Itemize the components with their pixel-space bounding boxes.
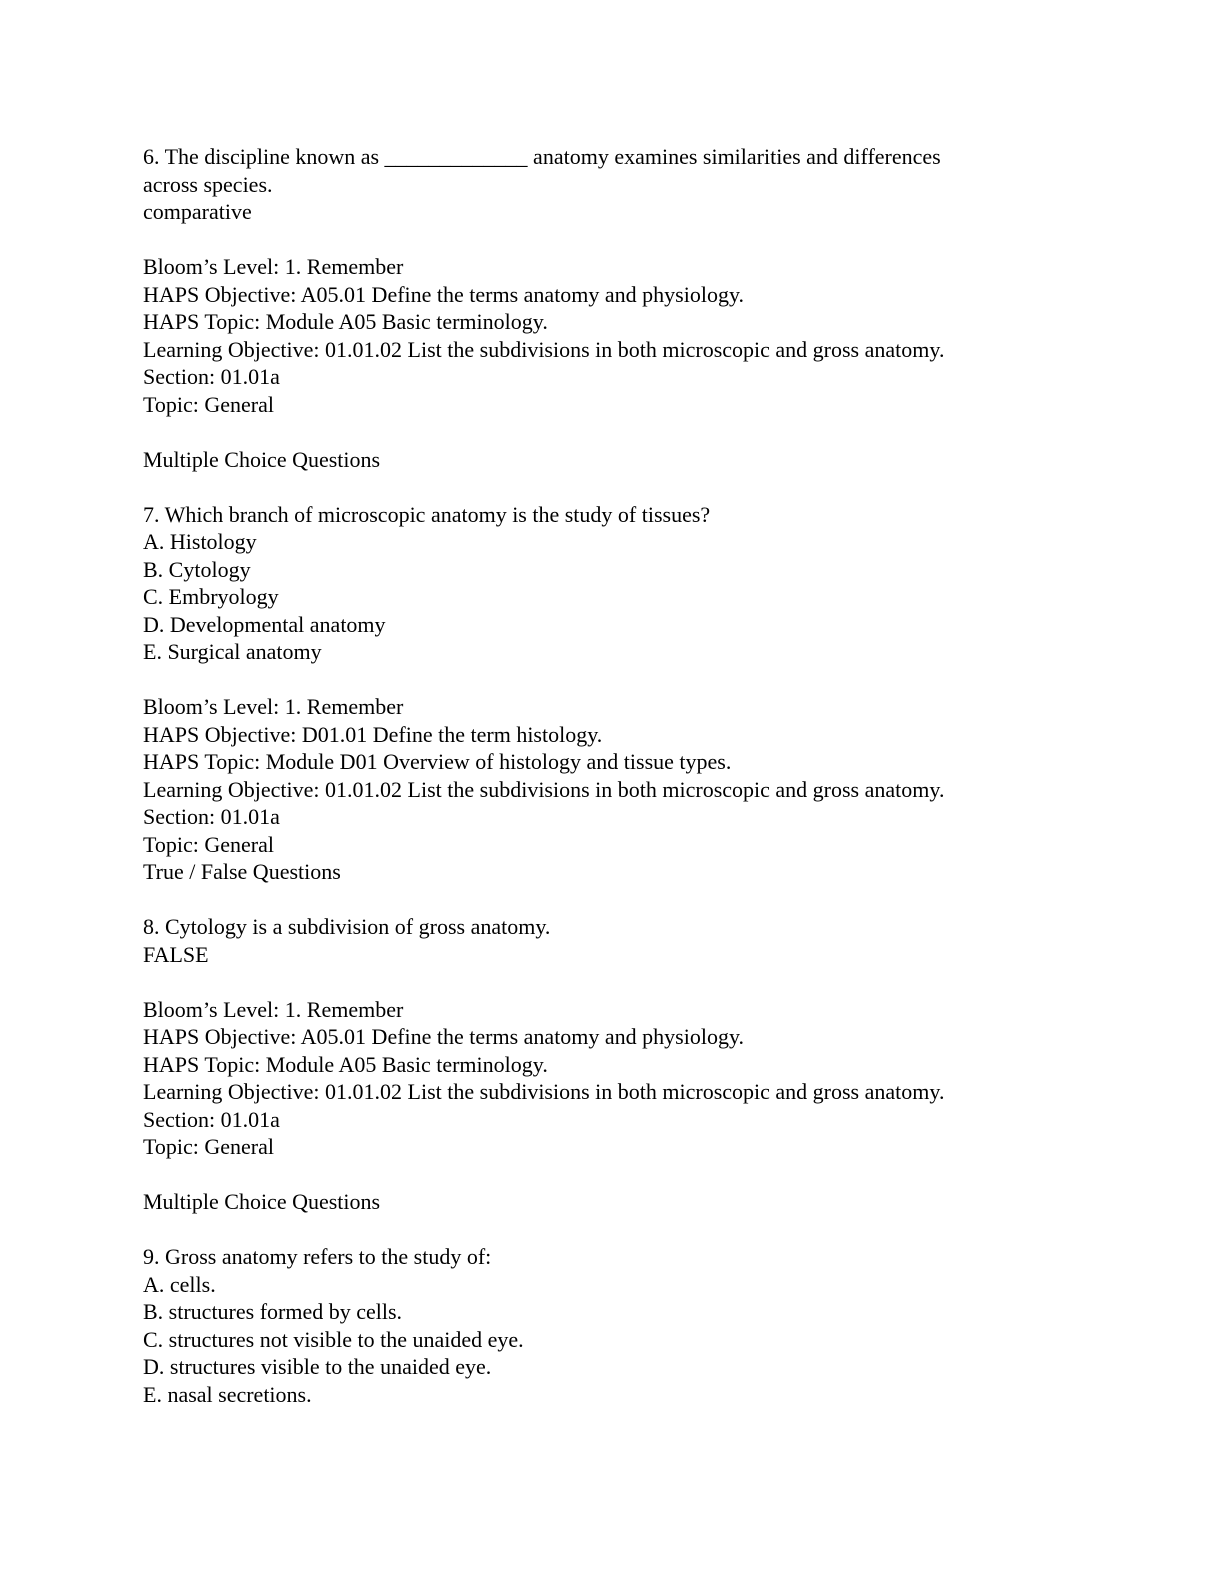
spacer: [143, 886, 1043, 914]
question-8-answer: FALSE: [143, 941, 209, 967]
document-page: [143, 143, 1043, 1408]
topic: Topic: General: [143, 391, 275, 417]
haps-objective: HAPS Objective: A05.01 Define the terms anatomy and physiology.: [143, 1024, 745, 1049]
question-8-metadata: [143, 996, 1043, 1161]
section: Section: 01.01a: [143, 804, 280, 829]
option-c: C. Embryology: [143, 584, 279, 609]
section: Section: 01.01a: [143, 364, 280, 389]
section-heading: Multiple Choice Questions: [143, 1189, 381, 1214]
question-6: [143, 143, 1043, 418]
question-7-text: 7. Which branch of microscopic anatomy is the study of tissues?: [143, 501, 711, 527]
option-b: B. structures formed by cells.: [143, 1299, 403, 1324]
option-e: E. nasal secretions.: [143, 1381, 312, 1407]
section: Section: 01.01a: [143, 1106, 280, 1132]
option-a: A. cells.: [143, 1271, 216, 1297]
option-d: D. structures visible to the unaided eye.: [143, 1354, 492, 1379]
haps-topic: HAPS Topic: Module A05 Basic terminology.: [143, 309, 548, 334]
spacer: [143, 1216, 1043, 1244]
spacer: [143, 968, 1043, 996]
question-8: [143, 913, 1043, 1161]
question-6-text-line-1: 6. The discipline known as _____________ anatomy examines similarities and differences: [143, 144, 941, 169]
spacer: [143, 1161, 1043, 1189]
question-9-text: 9. Gross anatomy refers to the study of:: [143, 1244, 492, 1269]
haps-topic: HAPS Topic: Module D01 Overview of histology and tissue types.: [143, 749, 732, 774]
question-6-text-line-2: across species.: [143, 171, 273, 197]
spacer: [143, 226, 1043, 254]
option-b: B. Cytology: [143, 556, 251, 582]
option-a: A. Histology: [143, 529, 257, 554]
haps-objective: HAPS Objective: D01.01 Define the term histology.: [143, 721, 603, 747]
question-7: [143, 501, 1043, 859]
topic: Topic: General: [143, 831, 275, 857]
question-6-metadata: [143, 253, 1043, 418]
blooms-level: Bloom’s Level: 1. Remember: [143, 996, 404, 1022]
question-6-answer: comparative: [143, 199, 252, 224]
option-c: C. structures not visible to the unaided eye.: [143, 1326, 524, 1352]
section-heading: Multiple Choice Questions: [143, 446, 381, 472]
learning-objective: Learning Objective: 01.01.02 List the subdivisions in both microscopic and gross anatomy.: [143, 1079, 945, 1104]
question-9: [143, 1243, 1043, 1408]
learning-objective: Learning Objective: 01.01.02 List the subdivisions in both microscopic and gross anatomy.: [143, 776, 945, 802]
section-heading: True / False Questions: [143, 859, 341, 884]
learning-objective: Learning Objective: 01.01.02 List the subdivisions in both microscopic and gross anatomy.: [143, 336, 945, 362]
haps-objective: HAPS Objective: A05.01 Define the terms anatomy and physiology.: [143, 281, 745, 307]
blooms-level: Bloom’s Level: 1. Remember: [143, 694, 404, 719]
question-7-metadata: [143, 693, 1043, 858]
blooms-level: Bloom’s Level: 1. Remember: [143, 254, 404, 279]
question-8-text: 8. Cytology is a subdivision of gross anatomy.: [143, 914, 551, 939]
spacer: [143, 473, 1043, 501]
topic: Topic: General: [143, 1134, 275, 1159]
option-d: D. Developmental anatomy: [143, 611, 386, 637]
spacer: [143, 666, 1043, 694]
spacer: [143, 418, 1043, 446]
haps-topic: HAPS Topic: Module A05 Basic terminology.: [143, 1051, 548, 1077]
option-e: E. Surgical anatomy: [143, 639, 322, 664]
